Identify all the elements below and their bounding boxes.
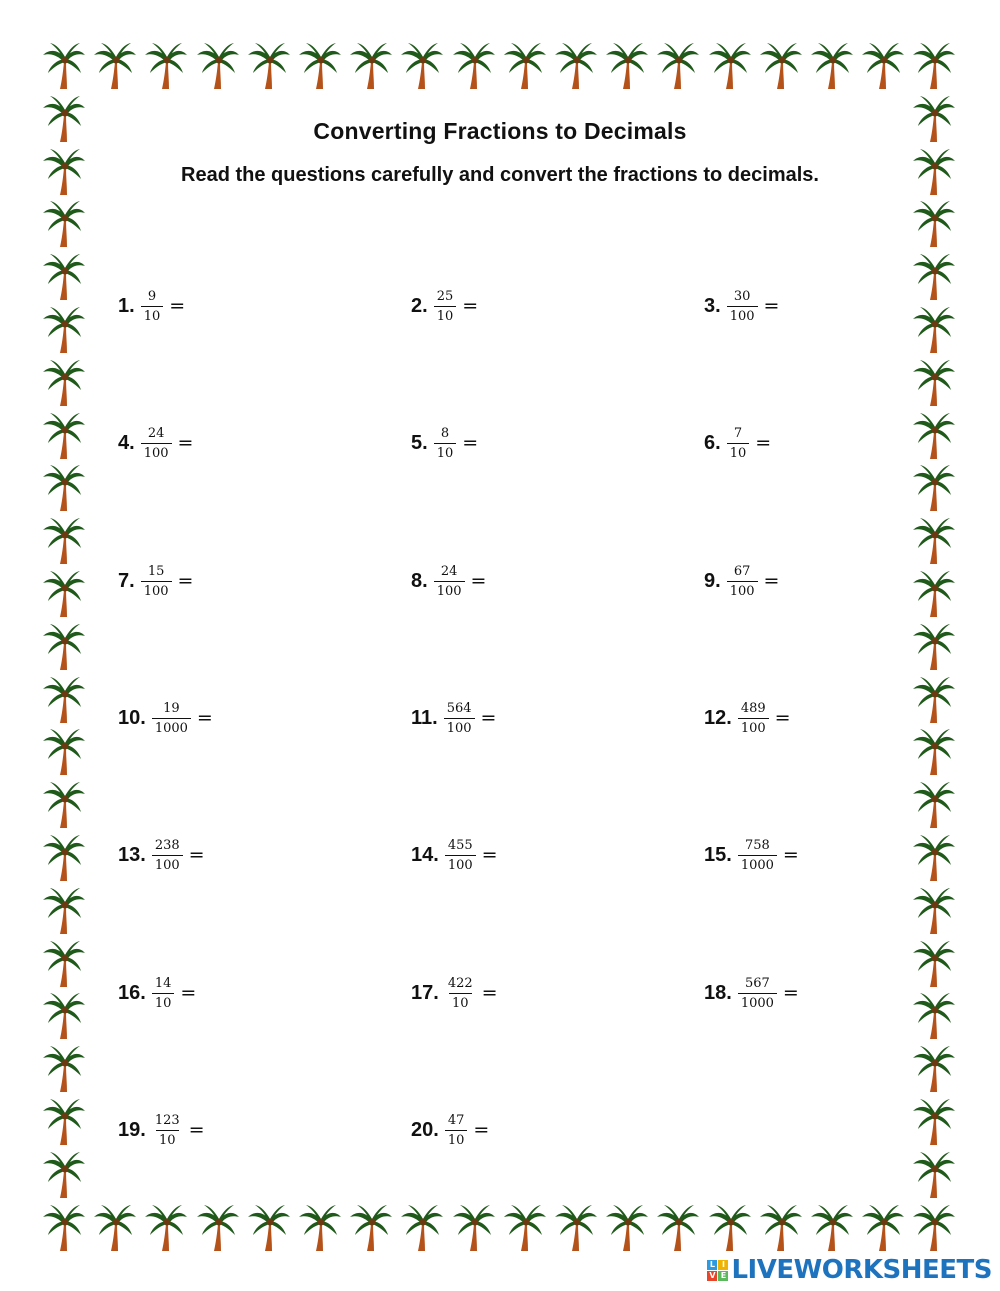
fraction <box>738 702 769 735</box>
palm-tree-icon <box>912 1202 956 1252</box>
question-number: 9. <box>704 569 721 592</box>
question-number: 3. <box>704 294 721 317</box>
palm-tree-icon <box>912 198 956 248</box>
equals-sign: = <box>180 982 197 1004</box>
palm-tree-icon <box>912 568 956 618</box>
equals-sign: = <box>470 570 487 592</box>
palm-tree-icon <box>144 40 188 90</box>
palm-tree-icon <box>759 40 803 90</box>
numerator: 19 <box>163 700 180 716</box>
palm-tree-icon <box>554 1202 598 1252</box>
palm-tree-icon <box>42 938 86 988</box>
fraction <box>727 427 750 460</box>
question-number: 12. <box>704 706 732 729</box>
denominator: 10 <box>727 443 750 460</box>
question-20 <box>411 1110 489 1150</box>
palm-tree-icon <box>42 990 86 1040</box>
palm-tree-icon <box>503 40 547 90</box>
question-18 <box>704 973 799 1013</box>
denominator: 10 <box>156 1130 179 1147</box>
question-8 <box>411 561 486 601</box>
palm-tree-icon <box>810 1202 854 1252</box>
palm-tree-icon <box>605 1202 649 1252</box>
palm-tree-icon <box>247 40 291 90</box>
equals-sign: = <box>763 570 780 592</box>
equals-sign: = <box>473 1119 490 1141</box>
numerator: 14 <box>154 975 172 991</box>
palm-tree-icon <box>912 462 956 512</box>
palm-tree-icon <box>861 40 905 90</box>
palm-tree-icon <box>912 357 956 407</box>
palm-tree-icon <box>912 1043 956 1093</box>
palm-tree-icon <box>42 251 86 301</box>
palm-tree-icon <box>42 1096 86 1146</box>
palm-tree-icon <box>912 1149 956 1199</box>
question-11 <box>411 698 496 738</box>
numerator: 30 <box>733 288 751 304</box>
palm-tree-icon <box>42 515 86 565</box>
page-title: Converting Fractions to Decimals <box>313 118 687 144</box>
numerator: 123 <box>154 1112 180 1128</box>
numerator: 238 <box>154 837 180 853</box>
palm-tree-icon <box>912 726 956 776</box>
palm-tree-icon <box>42 198 86 248</box>
question-6 <box>704 423 771 463</box>
palm-tree-icon <box>349 1202 393 1252</box>
palm-tree-icon <box>42 462 86 512</box>
numerator: 455 <box>447 837 473 853</box>
palm-tree-icon <box>42 1202 86 1252</box>
question-3 <box>704 286 779 326</box>
question-16 <box>118 973 196 1013</box>
question-14 <box>411 835 498 875</box>
question-number: 1. <box>118 294 135 317</box>
numerator: 25 <box>436 288 454 304</box>
palm-tree-icon <box>93 1202 137 1252</box>
question-19 <box>118 1110 205 1150</box>
equals-sign: = <box>774 707 791 729</box>
palm-tree-icon <box>42 1149 86 1199</box>
question-number: 2. <box>411 294 428 317</box>
question-4 <box>118 423 193 463</box>
liveworksheets-logo <box>707 1255 992 1285</box>
palm-tree-icon <box>196 1202 240 1252</box>
question-5 <box>411 423 478 463</box>
denominator: 10 <box>449 993 472 1010</box>
fraction <box>152 1114 183 1147</box>
fraction <box>738 839 777 872</box>
equals-sign: = <box>755 432 772 454</box>
question-number: 14. <box>411 843 439 866</box>
question-number: 5. <box>411 431 428 454</box>
numerator: 564 <box>446 700 472 716</box>
equals-sign: = <box>480 707 497 729</box>
denominator: 100 <box>141 443 172 460</box>
numerator: 422 <box>447 975 473 991</box>
palm-tree-icon <box>144 1202 188 1252</box>
fraction <box>727 565 758 598</box>
palm-tree-icon <box>912 410 956 460</box>
palm-tree-icon <box>42 357 86 407</box>
question-15 <box>704 835 799 875</box>
palm-tree-icon <box>708 1202 752 1252</box>
palm-tree-icon <box>298 40 342 90</box>
palm-tree-icon <box>810 40 854 90</box>
equals-sign: = <box>462 432 479 454</box>
palm-tree-icon <box>912 938 956 988</box>
denominator: 100 <box>727 581 758 598</box>
fraction <box>152 702 191 735</box>
equals-sign: = <box>481 844 498 866</box>
palm-tree-icon <box>42 621 86 671</box>
fraction <box>738 977 777 1010</box>
palm-tree-icon <box>42 1043 86 1093</box>
fraction <box>445 1114 468 1147</box>
question-number: 7. <box>118 569 135 592</box>
equals-sign: = <box>169 295 186 317</box>
denominator: 100 <box>445 855 476 872</box>
fraction <box>444 702 475 735</box>
fraction <box>434 427 457 460</box>
denominator: 100 <box>738 718 769 735</box>
palm-tree-icon <box>247 1202 291 1252</box>
denominator: 10 <box>445 1130 468 1147</box>
palm-tree-icon <box>912 621 956 671</box>
fraction <box>434 565 465 598</box>
equals-sign: = <box>782 844 799 866</box>
denominator: 100 <box>141 581 172 598</box>
fraction <box>434 290 457 323</box>
numerator: 24 <box>440 563 458 579</box>
equals-sign: = <box>188 844 205 866</box>
fraction <box>445 977 476 1010</box>
palm-tree-icon <box>93 40 137 90</box>
palm-tree-icon <box>554 40 598 90</box>
palm-tree-icon <box>912 779 956 829</box>
equals-sign: = <box>196 707 213 729</box>
denominator: 1000 <box>152 718 191 735</box>
palm-tree-icon <box>42 885 86 935</box>
question-number: 20. <box>411 1118 439 1141</box>
equals-sign: = <box>188 1119 205 1141</box>
question-12 <box>704 698 791 738</box>
palm-tree-icon <box>912 515 956 565</box>
equals-sign: = <box>782 982 799 1004</box>
palm-tree-icon <box>42 40 86 90</box>
palm-tree-icon <box>42 568 86 618</box>
palm-tree-icon <box>912 251 956 301</box>
palm-tree-icon <box>759 1202 803 1252</box>
numerator: 24 <box>147 425 165 441</box>
question-number: 8. <box>411 569 428 592</box>
fraction <box>727 290 758 323</box>
palm-tree-icon <box>912 832 956 882</box>
denominator: 10 <box>434 306 457 323</box>
palm-tree-icon <box>349 40 393 90</box>
palm-tree-icon <box>42 410 86 460</box>
palm-tree-icon <box>42 832 86 882</box>
fraction <box>152 839 183 872</box>
equals-sign: = <box>481 982 498 1004</box>
palm-tree-icon <box>912 990 956 1040</box>
numerator: 67 <box>733 563 751 579</box>
numerator: 7 <box>733 425 743 441</box>
fraction <box>141 427 172 460</box>
denominator: 1000 <box>738 855 777 872</box>
equals-sign: = <box>763 295 780 317</box>
fraction <box>152 977 175 1010</box>
palm-tree-icon <box>42 674 86 724</box>
palm-tree-icon <box>656 1202 700 1252</box>
palm-tree-icon <box>452 40 496 90</box>
denominator: 100 <box>727 306 758 323</box>
denominator: 10 <box>434 443 457 460</box>
denominator: 1000 <box>738 993 777 1010</box>
numerator: 8 <box>440 425 450 441</box>
question-number: 10. <box>118 706 146 729</box>
equals-sign: = <box>462 295 479 317</box>
question-number: 18. <box>704 981 732 1004</box>
palm-tree-icon <box>708 40 752 90</box>
numerator: 489 <box>740 700 766 716</box>
question-9 <box>704 561 779 601</box>
logo-text: LIVEWORKSHEETS <box>731 1255 992 1285</box>
question-number: 13. <box>118 843 146 866</box>
denominator: 100 <box>152 855 183 872</box>
instructions: Read the questions carefully and convert the fractions to decimals. <box>181 164 819 186</box>
palm-tree-icon <box>42 726 86 776</box>
question-number: 4. <box>118 431 135 454</box>
fraction <box>445 839 476 872</box>
palm-tree-icon <box>452 1202 496 1252</box>
palm-tree-icon <box>912 674 956 724</box>
numerator: 15 <box>147 563 165 579</box>
palm-tree-icon <box>42 304 86 354</box>
question-17 <box>411 973 498 1013</box>
palm-tree-icon <box>605 40 649 90</box>
question-2 <box>411 286 478 326</box>
fraction <box>141 565 172 598</box>
question-number: 19. <box>118 1118 146 1141</box>
equals-sign: = <box>177 432 194 454</box>
palm-tree-icon <box>912 40 956 90</box>
palm-tree-icon <box>400 1202 444 1252</box>
question-number: 11. <box>411 706 438 729</box>
numerator: 9 <box>147 288 157 304</box>
question-10 <box>118 698 213 738</box>
denominator: 10 <box>152 993 175 1010</box>
logo-mark-icon: L I V E <box>707 1260 728 1281</box>
question-number: 17. <box>411 981 439 1004</box>
numerator: 758 <box>744 837 770 853</box>
palm-tree-icon <box>912 885 956 935</box>
denominator: 10 <box>141 306 164 323</box>
palm-tree-icon <box>656 40 700 90</box>
palm-tree-icon <box>912 1096 956 1146</box>
question-1 <box>118 286 185 326</box>
palm-tree-icon <box>861 1202 905 1252</box>
numerator: 567 <box>744 975 770 991</box>
palm-tree-icon <box>912 304 956 354</box>
question-7 <box>118 561 193 601</box>
palm-tree-icon <box>196 40 240 90</box>
fraction <box>141 290 164 323</box>
question-13 <box>118 835 205 875</box>
palm-tree-icon <box>42 779 86 829</box>
palm-tree-icon <box>298 1202 342 1252</box>
palm-tree-icon <box>400 40 444 90</box>
question-number: 6. <box>704 431 721 454</box>
question-number: 16. <box>118 981 146 1004</box>
denominator: 100 <box>434 581 465 598</box>
palm-tree-icon <box>503 1202 547 1252</box>
numerator: 47 <box>447 1112 465 1128</box>
denominator: 100 <box>444 718 475 735</box>
equals-sign: = <box>177 570 194 592</box>
question-number: 15. <box>704 843 732 866</box>
